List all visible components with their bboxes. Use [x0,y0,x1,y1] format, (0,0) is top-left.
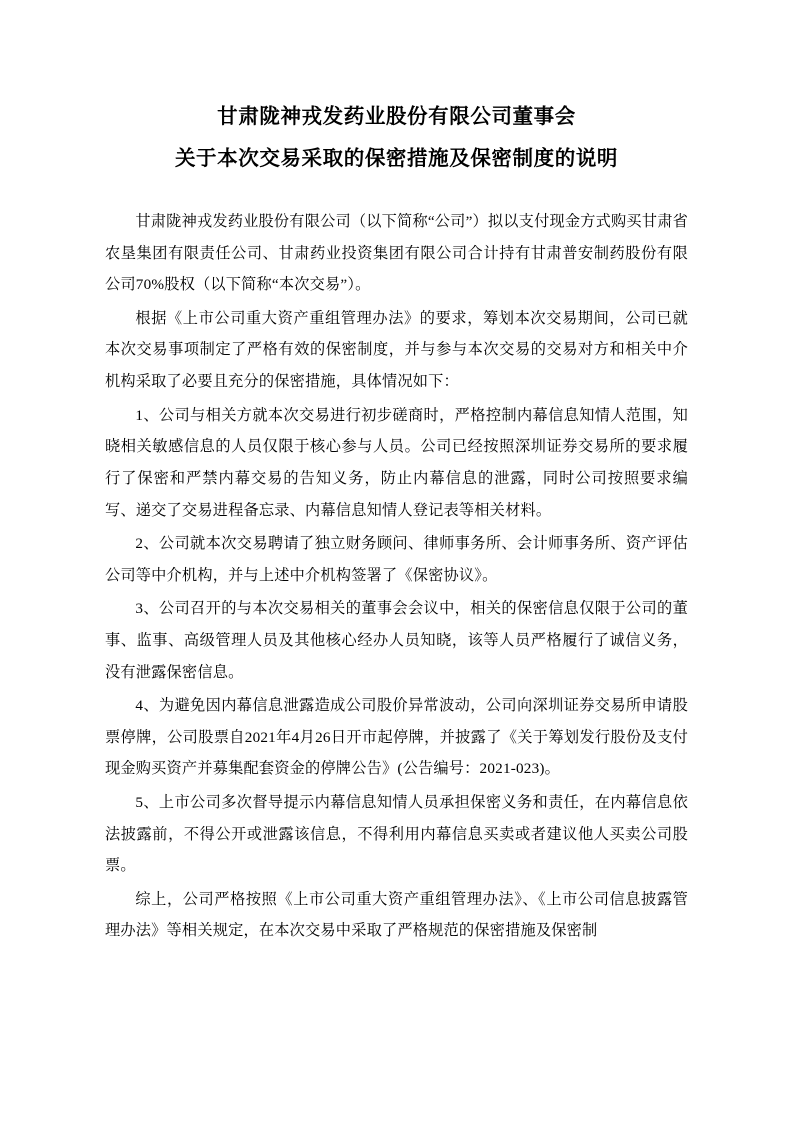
title-line-2: 关于本次交易采取的保密措施及保密制度的说明 [174,148,619,171]
paragraph: 5、上市公司多次督导提示内幕信息知情人员承担保密义务和责任，在内幕信息依法披露前，不得公开或泄露该信息，不得利用内幕信息买卖或者建议他人买卖公司股票。 [105,794,688,875]
document-body [105,206,688,947]
paragraph: 根据《上市公司重大资产重组管理办法》的要求，筹划本次交易期间，公司已就本次交易事项制定了严格有效的保密制度，并与参与本次交易的交易对方和相关中介机构采取了必要且充分的保密措施，具体情况如下： [105,309,688,391]
paragraph: 1、公司与相关方就本次交易进行初步磋商时，严格控制内幕信息知情人范围，知晓相关敏感信息的人员仅限于核心参与人员。公司已经按照深圳证券交易所的要求履行了保密和严禁内幕交易的告知义务，防止内幕信息的泄露，同时公司按照要求编写、递交了交易进程备忘录、内幕信息知情人登记表等相关材料。 [105,406,688,519]
paragraph: 甘肃陇神戎发药业股份有限公司（以下简称“公司”）拟以支付现金方式购买甘肃省农垦集团有限责任公司、甘肃药业投资集团有限公司合计持有甘肃普安制药股份有限公司70%股权（以下简称“本次交易”）。 [105,213,688,294]
paragraph: 综上，公司严格按照《上市公司重大资产重组管理办法》、《上市公司信息披露管理办法》等相关规定，在本次交易中采取了严格规范的保密措施及保密制 [105,890,688,940]
title-line-1: 甘肃陇神戎发药业股份有限公司董事会 [217,106,576,128]
paragraph: 3、公司召开的与本次交易相关的董事会会议中，相关的保密信息仅限于公司的董事、监事、高级管理人员及其他核心经办人员知晓，该等人员严格履行了诚信义务，没有泄露保密信息。 [105,600,688,681]
paragraph: 2、公司就本次交易聘请了独立财务顾问、律师事务所、会计师事务所、资产评估公司等中介机构，并与上述中介机构签署了《保密协议》。 [105,535,688,584]
document-title [105,96,688,180]
paragraph: 4、为避免因内幕信息泄露造成公司股价异常波动，公司向深圳证券交易所申请股票停牌，公司股票自2021年4月26日开市起停牌，并披露了《关于筹划发行股份及支付现金购买资产并募集配套资金的停牌公告》(公告编号：2021-023)。 [105,697,688,778]
